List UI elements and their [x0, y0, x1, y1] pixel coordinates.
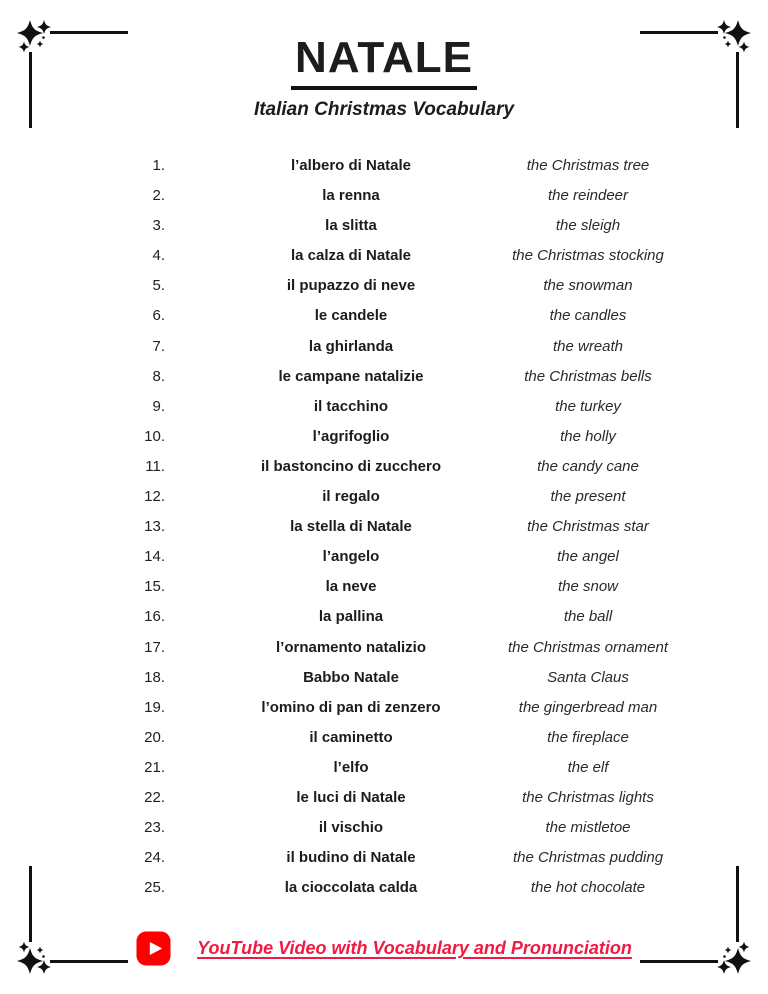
italian-term: le luci di Natale [296, 788, 406, 806]
english-translation: the Christmas stocking [512, 247, 664, 265]
italian-term: il pupazzo di neve [286, 277, 416, 295]
row-number: 23. [144, 819, 165, 837]
youtube-play-icon[interactable] [136, 931, 171, 966]
english-translation: the Christmas ornament [507, 638, 669, 656]
page-subtitle: Italian Christmas Vocabulary [253, 99, 515, 120]
english-translation: the mistletoe [545, 819, 631, 837]
vocab-row [0, 693, 768, 723]
italian-term: l’agrifoglio [312, 427, 390, 445]
vocab-row [0, 542, 768, 572]
english-translation: the angel [557, 548, 619, 566]
row-number: 9. [152, 397, 165, 415]
row-number: 1. [152, 157, 165, 174]
vocab-row [0, 301, 768, 331]
row-number: 3. [152, 217, 165, 235]
vocab-row [0, 602, 768, 632]
italian-term: la ghirlanda [308, 337, 394, 355]
italian-term: la renna [322, 187, 380, 205]
english-translation: the Christmas tree [526, 157, 650, 174]
row-number: 24. [144, 849, 165, 867]
english-translation: the Christmas bells [524, 367, 652, 385]
italian-term: l’elfo [333, 758, 369, 776]
italian-term: l’ornamento natalizio [275, 638, 426, 656]
english-translation: the reindeer [547, 187, 629, 205]
row-number: 6. [152, 307, 165, 325]
italian-term: la stella di Natale [290, 518, 412, 536]
english-translation: the elf [567, 758, 609, 776]
youtube-link[interactable]: YouTube Video with Vocabulary and Pronunciation [197, 938, 632, 958]
italian-term: il bastoncino di zucchero [260, 457, 442, 475]
row-number: 16. [144, 608, 165, 626]
italian-term: l’omino di pan di zenzero [261, 698, 441, 716]
row-number: 5. [152, 277, 165, 295]
italian-term: il caminetto [309, 728, 393, 746]
row-number: 7. [152, 337, 165, 355]
english-translation: the sleigh [555, 217, 621, 235]
english-translation: the turkey [555, 397, 621, 415]
italian-term: il tacchino [313, 397, 389, 415]
italian-term: la pallina [318, 608, 384, 626]
vocab-row [0, 452, 768, 482]
row-number: 8. [152, 367, 165, 385]
row-number: 4. [152, 247, 165, 265]
italian-term: la calza di Natale [290, 247, 412, 265]
english-translation: the wreath [552, 337, 624, 355]
row-number: 17. [144, 638, 165, 656]
vocab-row [0, 663, 768, 693]
italian-term: l’angelo [322, 548, 380, 566]
italian-term: il budino di Natale [286, 849, 416, 867]
row-number: 14. [144, 548, 165, 566]
row-number: 18. [144, 668, 165, 686]
italian-term: il regalo [322, 488, 380, 506]
english-translation: Santa Claus [547, 668, 629, 686]
row-number: 10. [144, 427, 165, 445]
italian-term: la slitta [325, 217, 377, 235]
vocab-list [0, 151, 768, 903]
footer [0, 931, 768, 966]
italian-term: Babbo Natale [303, 668, 399, 686]
vocab-row [0, 392, 768, 422]
row-number: 22. [144, 788, 165, 806]
english-translation: the Christmas star [527, 518, 649, 536]
english-translation: the present [550, 488, 626, 506]
row-number: 11. [145, 457, 165, 475]
english-translation: the Christmas lights [522, 788, 654, 806]
vocab-row [0, 873, 768, 903]
english-translation: the ball [563, 608, 613, 626]
row-number: 15. [144, 578, 165, 596]
vocab-row [0, 783, 768, 813]
english-translation: the fireplace [547, 728, 629, 746]
vocab-row [0, 572, 768, 602]
vocab-row [0, 362, 768, 392]
english-translation: the Christmas pudding [512, 849, 664, 867]
row-number: 25. [144, 879, 165, 897]
vocab-row [0, 843, 768, 873]
english-translation: the gingerbread man [518, 698, 658, 716]
english-translation: the candles [549, 307, 627, 325]
vocab-row [0, 633, 768, 663]
page-title-text: NATALE [291, 33, 477, 90]
italian-term: le candele [314, 307, 388, 325]
vocab-row [0, 813, 768, 843]
vocab-row [0, 512, 768, 542]
page-title [0, 33, 768, 90]
italian-term: la cioccolata calda [284, 879, 418, 897]
row-number: 21. [144, 758, 165, 776]
english-translation: the holly [560, 427, 616, 445]
italian-term: l’albero di Natale [290, 157, 412, 174]
english-translation: the snowman [543, 277, 633, 295]
italian-term: il vischio [318, 819, 384, 837]
row-number: 2. [152, 187, 165, 205]
row-number: 20. [144, 728, 165, 746]
row-number: 19. [144, 698, 165, 716]
english-translation: the snow [557, 578, 619, 596]
vocab-row [0, 723, 768, 753]
vocab-row [0, 151, 768, 181]
vocab-row [0, 211, 768, 241]
vocab-row [0, 271, 768, 301]
vocab-row [0, 482, 768, 512]
row-number: 13. [144, 518, 165, 536]
english-translation: the hot chocolate [530, 879, 646, 897]
vocab-row [0, 753, 768, 783]
vocab-row [0, 241, 768, 271]
english-translation: the candy cane [537, 457, 639, 475]
italian-term: la neve [325, 578, 377, 596]
italian-term: le campane natalizie [278, 367, 424, 385]
vocab-row [0, 181, 768, 211]
vocab-row [0, 422, 768, 452]
vocab-row [0, 332, 768, 362]
row-number: 12. [144, 488, 165, 506]
